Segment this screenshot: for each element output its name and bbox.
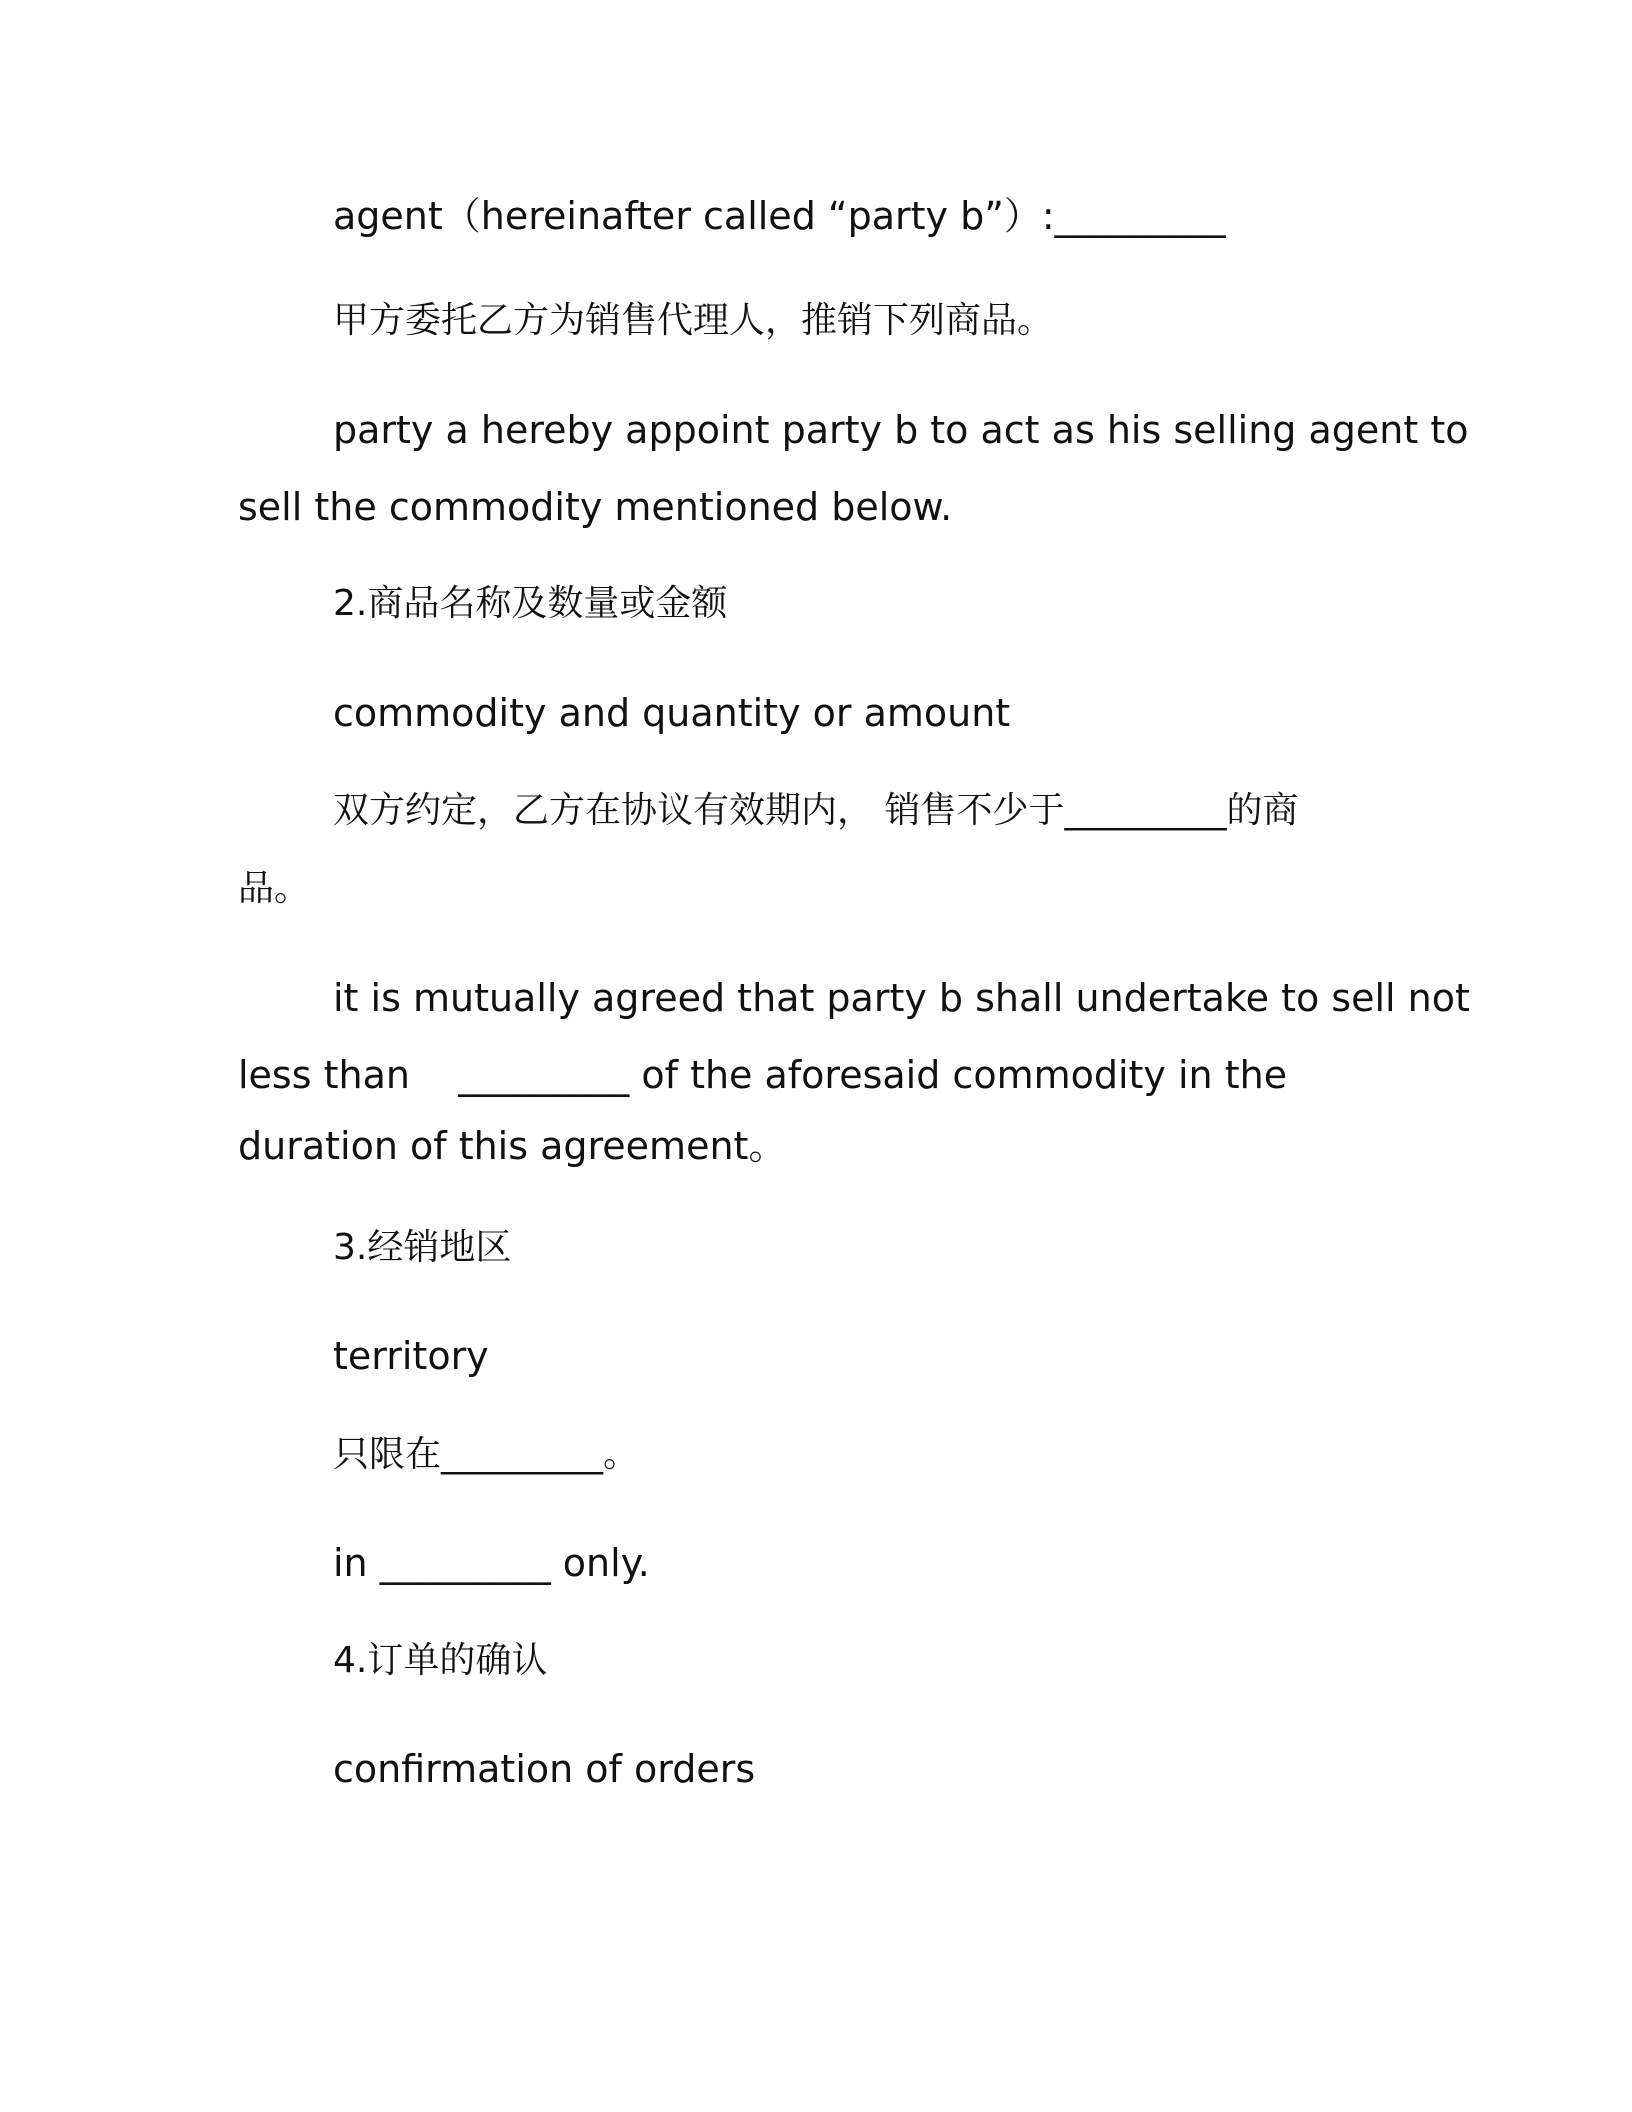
appointment-clause-en-line1: party a hereby appoint party b to act as his selling agent to — [333, 408, 1469, 452]
territory-clause-en: in _________ only. — [333, 1541, 650, 1585]
territory-clause-cn: 只限在_________。 — [333, 1434, 640, 1475]
section-2-heading-en: commodity and quantity or amount — [333, 691, 1011, 735]
section-4-heading-cn: 4.订单的确认 — [333, 1640, 548, 1681]
section-2-heading-cn: 2.商品名称及数量或金额 — [333, 583, 728, 624]
quantity-clause-en-line3: duration of this agreement。 — [238, 1124, 787, 1168]
appointment-clause-cn: 甲方委托乙方为销售代理人，推销下列商品。 — [333, 300, 1054, 341]
quantity-clause-en-line1: it is mutually agreed that party b shall undertake to sell not — [333, 976, 1470, 1020]
agent-line: agent（hereinafter called “party b”）:_________ — [333, 194, 1226, 238]
appointment-clause-en-line2: sell the commodity mentioned below. — [238, 485, 953, 529]
quantity-clause-en-line2: less than _________ of the aforesaid commodity in the — [238, 1053, 1288, 1097]
section-4-heading-en: confirmation of orders — [333, 1747, 756, 1791]
quantity-clause-cn-line1: 双方约定，乙方在协议有效期内， 销售不少于_________的商 — [333, 790, 1299, 831]
section-3-heading-cn: 3.经销地区 — [333, 1227, 512, 1268]
section-3-heading-en: territory — [333, 1334, 489, 1378]
quantity-clause-cn-line2: 品。 — [238, 868, 311, 909]
